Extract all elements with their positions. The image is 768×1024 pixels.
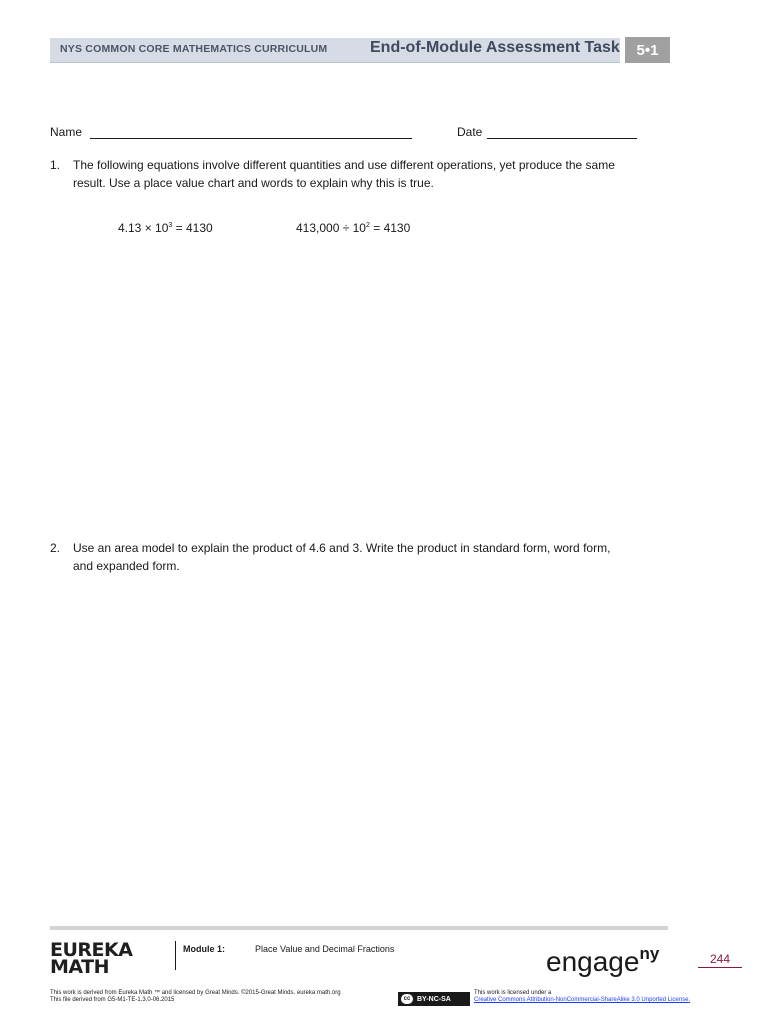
footer-divider [175,941,176,970]
cc-icon: cc [401,994,413,1004]
license-line-1: This work is licensed under a [474,990,552,996]
curriculum-title: NYS COMMON CORE MATHEMATICS CURRICULUM [60,43,328,55]
date-field[interactable] [487,138,637,139]
license-text [474,990,734,1004]
equation-2-base: 413,000 ÷ 10 [296,221,366,235]
grade-module-badge: 5•1 [625,37,670,63]
equation-1-result: = 4130 [172,221,213,235]
problem-2-answer-area[interactable] [50,585,670,915]
credit-line-2: This file derived from G5-M1-TE-1.3.0-06.2015 [50,997,175,1003]
problem-1-number: 1. [50,158,61,172]
eureka-math-logo [50,939,133,978]
date-label: Date [457,125,483,139]
problem-1-line-1: The following equations involve different quantities and use different operations, yet produce the same [73,158,615,172]
cc-badge-label: BY-NC-SA [417,995,451,1003]
name-field[interactable] [90,138,412,139]
module-label: Module 1: [183,944,225,954]
credit-line-1: This work is derived from Eureka Math ™ and licensed by Great Minds. ©2015-Great Minds. eureka math.org [50,990,341,996]
logo-line-2: MATH [50,956,109,978]
engageny-logo [546,944,659,978]
problem-1-line-2: result. Use a place value chart and words to explain why this is true. [73,176,434,190]
logo-line-1: EUREKA [50,939,133,961]
problem-2-line-2: and expanded form. [73,559,180,573]
equation-2 [296,221,410,235]
equation-1 [118,221,213,235]
footer-rule [50,926,668,930]
task-title: End-of-Module Assessment Task [370,39,620,56]
problem-1-answer-area[interactable] [50,250,670,520]
module-name: Place Value and Decimal Fractions [255,944,395,954]
equation-2-exponent: 2 [365,222,370,229]
page-number-underline [698,967,742,968]
name-label: Name [50,125,83,139]
credit-text [50,990,390,1004]
ny-text: ny [639,944,660,963]
problem-2-number: 2. [50,541,61,555]
equation-2-result: = 4130 [369,221,411,235]
page-number: 244 [710,952,731,966]
problem-2-line-1: Use an area model to explain the product of 4.6 and 3. Write the product in standard form, word form, [73,541,611,555]
equation-1-exponent: 3 [168,222,173,229]
creative-commons-badge[interactable] [398,992,470,1006]
license-link[interactable]: Creative Commons Attribution-NonCommercial-ShareAlike 3.0 Unported License. [474,997,691,1003]
equation-1-base: 4.13 × 10 [118,221,169,235]
engage-text: engage [546,946,640,977]
